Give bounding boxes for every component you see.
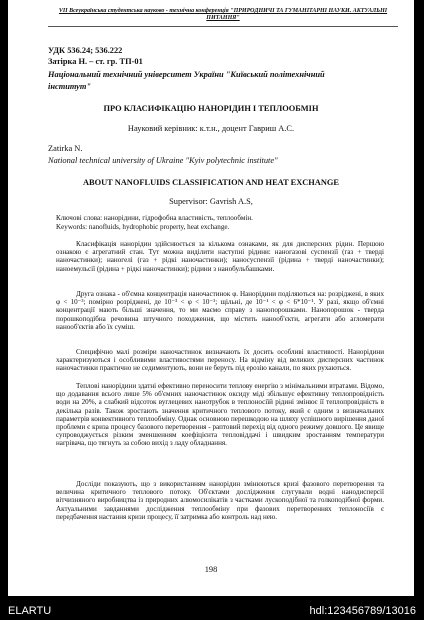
document-page	[8, 0, 414, 596]
author-eng: Zatirka N.	[48, 144, 83, 153]
body-paragraph-2: Друга ознака - об'ємна концентрація наночастинок φ. Нанорідини поділяються на: розріджені, в яких φ < 10⁻³; помірно розріджені, де 10⁻³ < φ < 10⁻¹; щільні, де 10⁻¹ < φ < 6*10⁻¹. У разі, якщо об'ємні концентрації мають більші значення, то ми маємо справу з нанопорошками. Нанопорошок - тверда порошкоподібна речовина штучного походження, що містить нанооб'єкти, агрегати або агломерати нанооб'єктів або їх суміш.	[56, 290, 384, 331]
body-paragraph-3: Специфічно малі розміри наночастинок визначають їх досить особливі властивості. Нанорідини характеризуються і особливими властивостями переносу. На відміну від великих дисперсних частинок наночастинки практично не седиментують, вони не беруть під ерозію канали, по яких рухаються.	[56, 348, 384, 373]
keywords-eng: Keywords: nanofluids, hydrophobic property, heat exchange.	[56, 223, 230, 231]
supervisor-eng: Supervisor: Gavrish A.S,	[169, 197, 253, 206]
footer-repository-label: ELARTU	[8, 605, 52, 617]
institution-eng: National technical university of Ukraine "Kyiv polytechnic institute"	[48, 156, 278, 165]
institution-ukr-line2: інститут"	[48, 82, 92, 91]
title-ukr: ПРО КЛАСИФІКАЦІЮ НАНОРІДИН І ТЕПЛООБМІН	[103, 104, 319, 113]
body-paragraph-1: Класифікація нанорідин здійснюється за кількома ознаками, як для дисперсних рідин. Першою ознакою є агрегатний стан. Тут можна виділити наступні рідини: наногазові суспензії (газ + тверді наночастинки); наногелі (газ + рідкі наночастинки); наносуспензії (рідина + тверді наночастинки); наноемульсії (рідина + рідкі наночастинки); рідини з нанобульбашками.	[56, 240, 384, 273]
body-paragraph-4: Теплові нанорідини здатні ефективно переносити теплову енергію з мінімальними втратами. Відомо, що додавання всього лише 5% об'ємних наночастинок оксиду міді збільшує ефективну теплопровідність води на 20%, а слабкий відсоток вуглецевих нанотрубок в теплоносіїй рідині змінює її теплопровідність в декілька разів. Також зростають значення критичного теплового потоку, який є одним з визначальних параметрів конвективного теплообміну. Однак основною перешкодою на шляху успішного вирішення даної проблеми є криза процесу базового перетворення - раптовий перехід від одного режиму довшого. Це явище супроводжується різким зменшенням коефіцієнта тепловіддачі і швидким зростанням температури нагрівача, що тягнуть за собою вихід з ладу обладнання.	[56, 382, 384, 448]
keywords-ukr: Ключові слова: нанорідини, гідрофобна властивість, теплообмін.	[56, 214, 253, 222]
header-divider	[48, 26, 398, 27]
author-ukr: Затірка Н. – ст. гр. ТП-01	[48, 57, 143, 66]
udk-code: УДК 536.24; 536.222	[48, 46, 123, 55]
institution-ukr-line1: Національний технічний університет України "Київський політехнічний	[48, 70, 325, 79]
body-paragraph-5: Досліди показують, що з використанням нанорідин змінюються кризі фазового перетворення та величина критичного теплового потоку. Об'єктами дослідження слугували водні нанодисперсії вітчизняного виробництва із природних алюмосилікатів з частками лускоподібної та голкоподібної форми. Актуальними завданнями дослідження теплообміну при фазових перетвореннях теплоносіїв є передбачення настання кризи процесу, її затримка або контроль над нею.	[56, 480, 384, 521]
page-number: 198	[204, 565, 218, 574]
footer-handle-id: hdl:123456789/13016	[309, 605, 416, 617]
conference-header: VII Всеукраїнська студентська науково - технічна конференція "ПРИРОДНИЧІ ТА ГУМАНІТАРНІ НАУКИ. АКТУАЛЬНІ ПИТАННЯ"	[58, 8, 388, 21]
supervisor-ukr: Науковий керівник: к.т.н., доцент Гавриш А.С.	[127, 124, 295, 133]
title-eng: ABOUT NANOFLUIDS CLASSIFICATION AND HEAT EXCHANGE	[82, 178, 340, 187]
